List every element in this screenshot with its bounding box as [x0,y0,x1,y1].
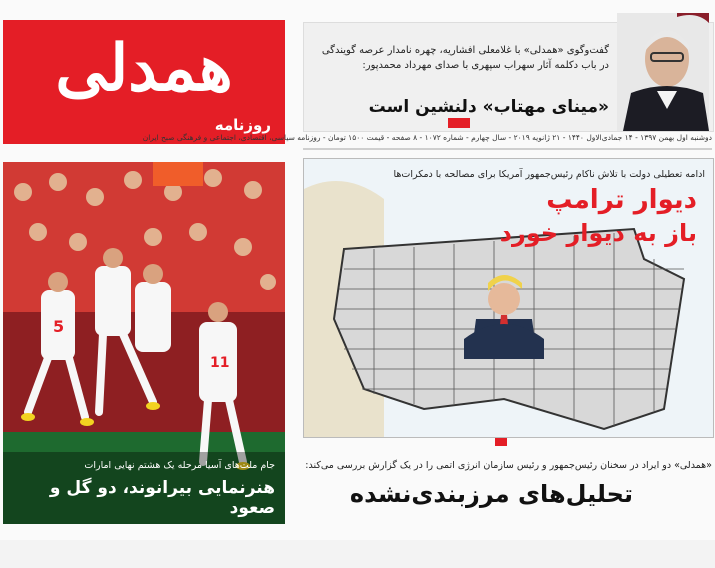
bottom-story-kicker: «همدلی» دو ایراد در سخنان رئیس‌جمهور و رئیس سازمان انرژی اتمی را در یک گزارش بررسی می‌کند: [305,460,712,471]
portrait-photo [617,13,709,131]
dateline: دوشنبه اول بهمن ۱۳۹۷ - ۱۴ جمادی‌الاول ۱۴۴۰ - ۲۱ ژانویه ۲۰۱۹ - سال چهارم - شماره ۱۰۷۲ - ۸ صفحه - قیمت ۱۵۰۰ تومان - روزنامه سیاسی، اقتصادی، اجتماعی و فرهنگی صبح ایران [142,133,712,142]
story-marker [495,438,507,446]
bottom-story-headline[interactable]: تحلیل‌های مرزبندی‌نشده [349,480,633,508]
cartoon-headline-line1: دیوار ترامپ [546,185,697,215]
cartoon-kicker: ادامه تعطیلی دولت با تلاش ناکام رئیس‌جمهور آمریکا برای مصالحه با دمکرات‌ها [393,169,705,180]
sports-kicker: جام ملت‌های آسیا مرحله یک هشتم نهایی امارات [84,460,275,471]
cartoon-story[interactable] [303,158,714,438]
jersey-number: 5 [53,317,65,336]
top-teaser[interactable] [303,22,714,132]
sports-headline: هنرنمایی بیرانوند، دو گل و صعود [49,478,275,518]
jersey-number: 11 [210,355,230,371]
teaser-kicker: گفت‌وگوی «همدلی» با غلامعلی افشاریه، چهره نامدار عرصه گویندگی در باب دکلمه آثار سهراب سپهری با صدای مهرداد محمدپور: [321,45,609,71]
newspaper-logo: همدلی [55,31,233,106]
divider [303,148,712,150]
page-number-badge [448,118,470,128]
masthead [3,20,285,144]
cartoon-headline-line2: باز به دیوار خورد [499,219,697,247]
sports-photo-story[interactable] [3,162,285,524]
page-footer-area [0,540,715,568]
newspaper-logo-subtitle: روزنامه [214,116,271,134]
teaser-headline: «مینای مهتاب» دلنشین است [368,97,609,117]
